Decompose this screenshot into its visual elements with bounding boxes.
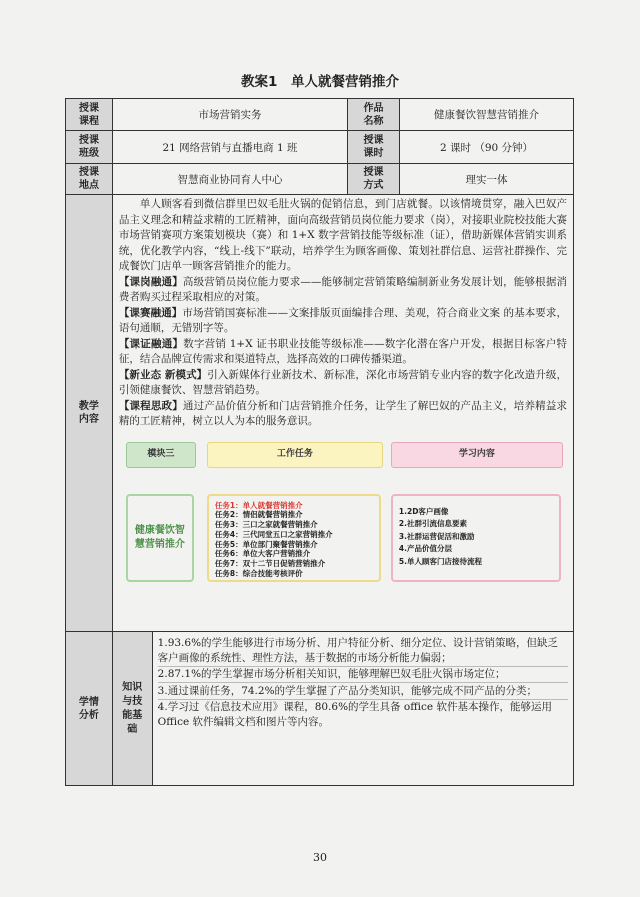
label-learner-analysis: 学情 分析: [66, 632, 113, 785]
value-course: 市场营销实务: [113, 99, 348, 130]
content-paragraph: 【新业态 新模式】引入新媒体行业新技术、新标准，深化市场营销专业内容的数字化改造升级，引领健康餐饮、智慧营销趋势。: [118, 368, 568, 396]
diagram-header-tasks: 工作任务: [207, 442, 383, 468]
label-hours: 授课 课时: [348, 131, 400, 163]
content-paragraph: 【课程思政】通过产品价值分析和门店营销推介任务，让学生了解巴奴的产品主义，培养精益求精的工匠精神，树立以人为本的服务意识。: [118, 399, 568, 427]
learner-analysis-content: [153, 632, 573, 785]
task-item-active: 任务1：单人就餐营销推介: [214, 500, 303, 510]
task-item: 任务5：单位部门聚餐营销推介: [214, 539, 318, 549]
task-item: 任务8：综合技能考核评价: [214, 569, 303, 579]
label-knowledge-base: 知识 与技 能基 础: [113, 632, 153, 785]
label-location: 授课 地点: [66, 164, 113, 194]
analysis-item: 3.通过课前任务，74.2%的学生掌握了产品分类知识，能够完成不同产品的分类；: [158, 684, 568, 700]
task-item: 任务6：单位大客户营销推介: [214, 549, 311, 559]
content-paragraph: 【课岗融通】高级营销员岗位能力要求——能够制定营销策略编制新业务发展计划，能够根据消费者购买过程采取相应的对策。: [118, 275, 568, 303]
label-teaching-content: 教学 内容: [66, 195, 113, 631]
value-method: 理实一体: [465, 173, 508, 186]
value-work-name: 健康餐饮智慧营销推介: [434, 109, 539, 121]
value-class: 21 网络营销与直播电商 1 班: [113, 131, 348, 163]
lesson-title: 教案1 单人就餐营销推介: [241, 74, 399, 90]
task-item: 任务4：三代同堂五口之家营销推介: [214, 529, 333, 539]
page-number: 30: [313, 851, 327, 864]
label-course: 授课 课程: [66, 99, 113, 130]
learning-item: 5.单人顾客门店接待流程: [398, 556, 482, 566]
diagram-task-list: [207, 494, 381, 582]
label-method: 授课 方式: [348, 164, 400, 194]
lesson-plan-table: [65, 98, 574, 786]
value-hours: 2 课时 （90 分钟）: [439, 141, 534, 154]
learner-analysis-row: [66, 632, 573, 785]
task-item: 任务2：情侣就餐营销推介: [214, 510, 303, 520]
analysis-item: 4.学习过《信息技术应用》课程，80.6%的学生具备 office 软件基本操作，能够运用 Office 软件编辑文档和图片等内容。: [157, 701, 552, 729]
label-class: 授课 班级: [66, 131, 113, 163]
value-location: 智慧商业协同育人中心: [113, 164, 348, 194]
diagram-header-learning: 学习内容: [391, 442, 563, 468]
learning-item: 4.产品价值分层: [398, 544, 452, 553]
teaching-content-row: [66, 195, 573, 632]
learning-item: 2.社群引流信息要素: [398, 519, 467, 528]
analysis-item: 2.87.1%的学生掌握市场分析相关知识，能够理解巴奴毛肚火锅市场定位；: [158, 667, 568, 683]
info-row-course: [66, 99, 573, 131]
task-item: 任务7：双十二节日促销营销推介: [214, 559, 326, 569]
info-row-location: [66, 164, 573, 195]
diagram-header-module: 模块三: [126, 442, 196, 468]
diagram-module-name: 健康餐饮智慧营销推介: [126, 494, 194, 582]
diagram-learning-list: [391, 494, 561, 582]
learning-item: 1.2D客户画像: [398, 506, 449, 516]
module-diagram: [123, 442, 563, 585]
analysis-item: 1.93.6%的学生能够进行市场分析、用户特征分析、细分定位、设计营销策略，但缺乏客户画像的系统性、理性方法，基于数据的市场分析能力偏弱；: [158, 636, 568, 667]
content-paragraph: 【课证融通】数字营销 1+X 证书职业技能等级标准——数字化潜在客户开发，根据目标客户特征，结合品牌宣传需求和渠道特点，选择高效的口碑传播渠道。: [118, 337, 567, 365]
info-row-class: [66, 131, 573, 164]
label-work-name: 作品 名称: [348, 99, 400, 130]
task-item: 任务3：三口之家就餐营销推介: [214, 520, 318, 530]
content-paragraph: 【课赛融通】市场营销国赛标准——文案排版页面编排合理、美观，符合商业文案 的基本要求，语句通顺，无错别字等。: [118, 306, 567, 334]
teaching-content: [113, 195, 573, 631]
content-intro: 单人顾客看到微信群里巴奴毛肚火锅的促销信息，到门店就餐。以该情境贯穿，融入巴奴产品主义理念和精益求精的工匠精神，面向高级营销员岗位能力要求（岗），对接职业院校技能大赛市场营销赛项方案策划模块（赛）和 1+X 数字营销技能等级标准（证），借助新媒体营销实训系统，优化教学内容，“线上-线下”联动，培养学生为顾客画像、策划社群信息、运营社群操作、完成餐饮门店单一顾客营销推介的能力。: [118, 198, 567, 272]
learning-item: 3.社群运营促活和激励: [398, 531, 475, 541]
